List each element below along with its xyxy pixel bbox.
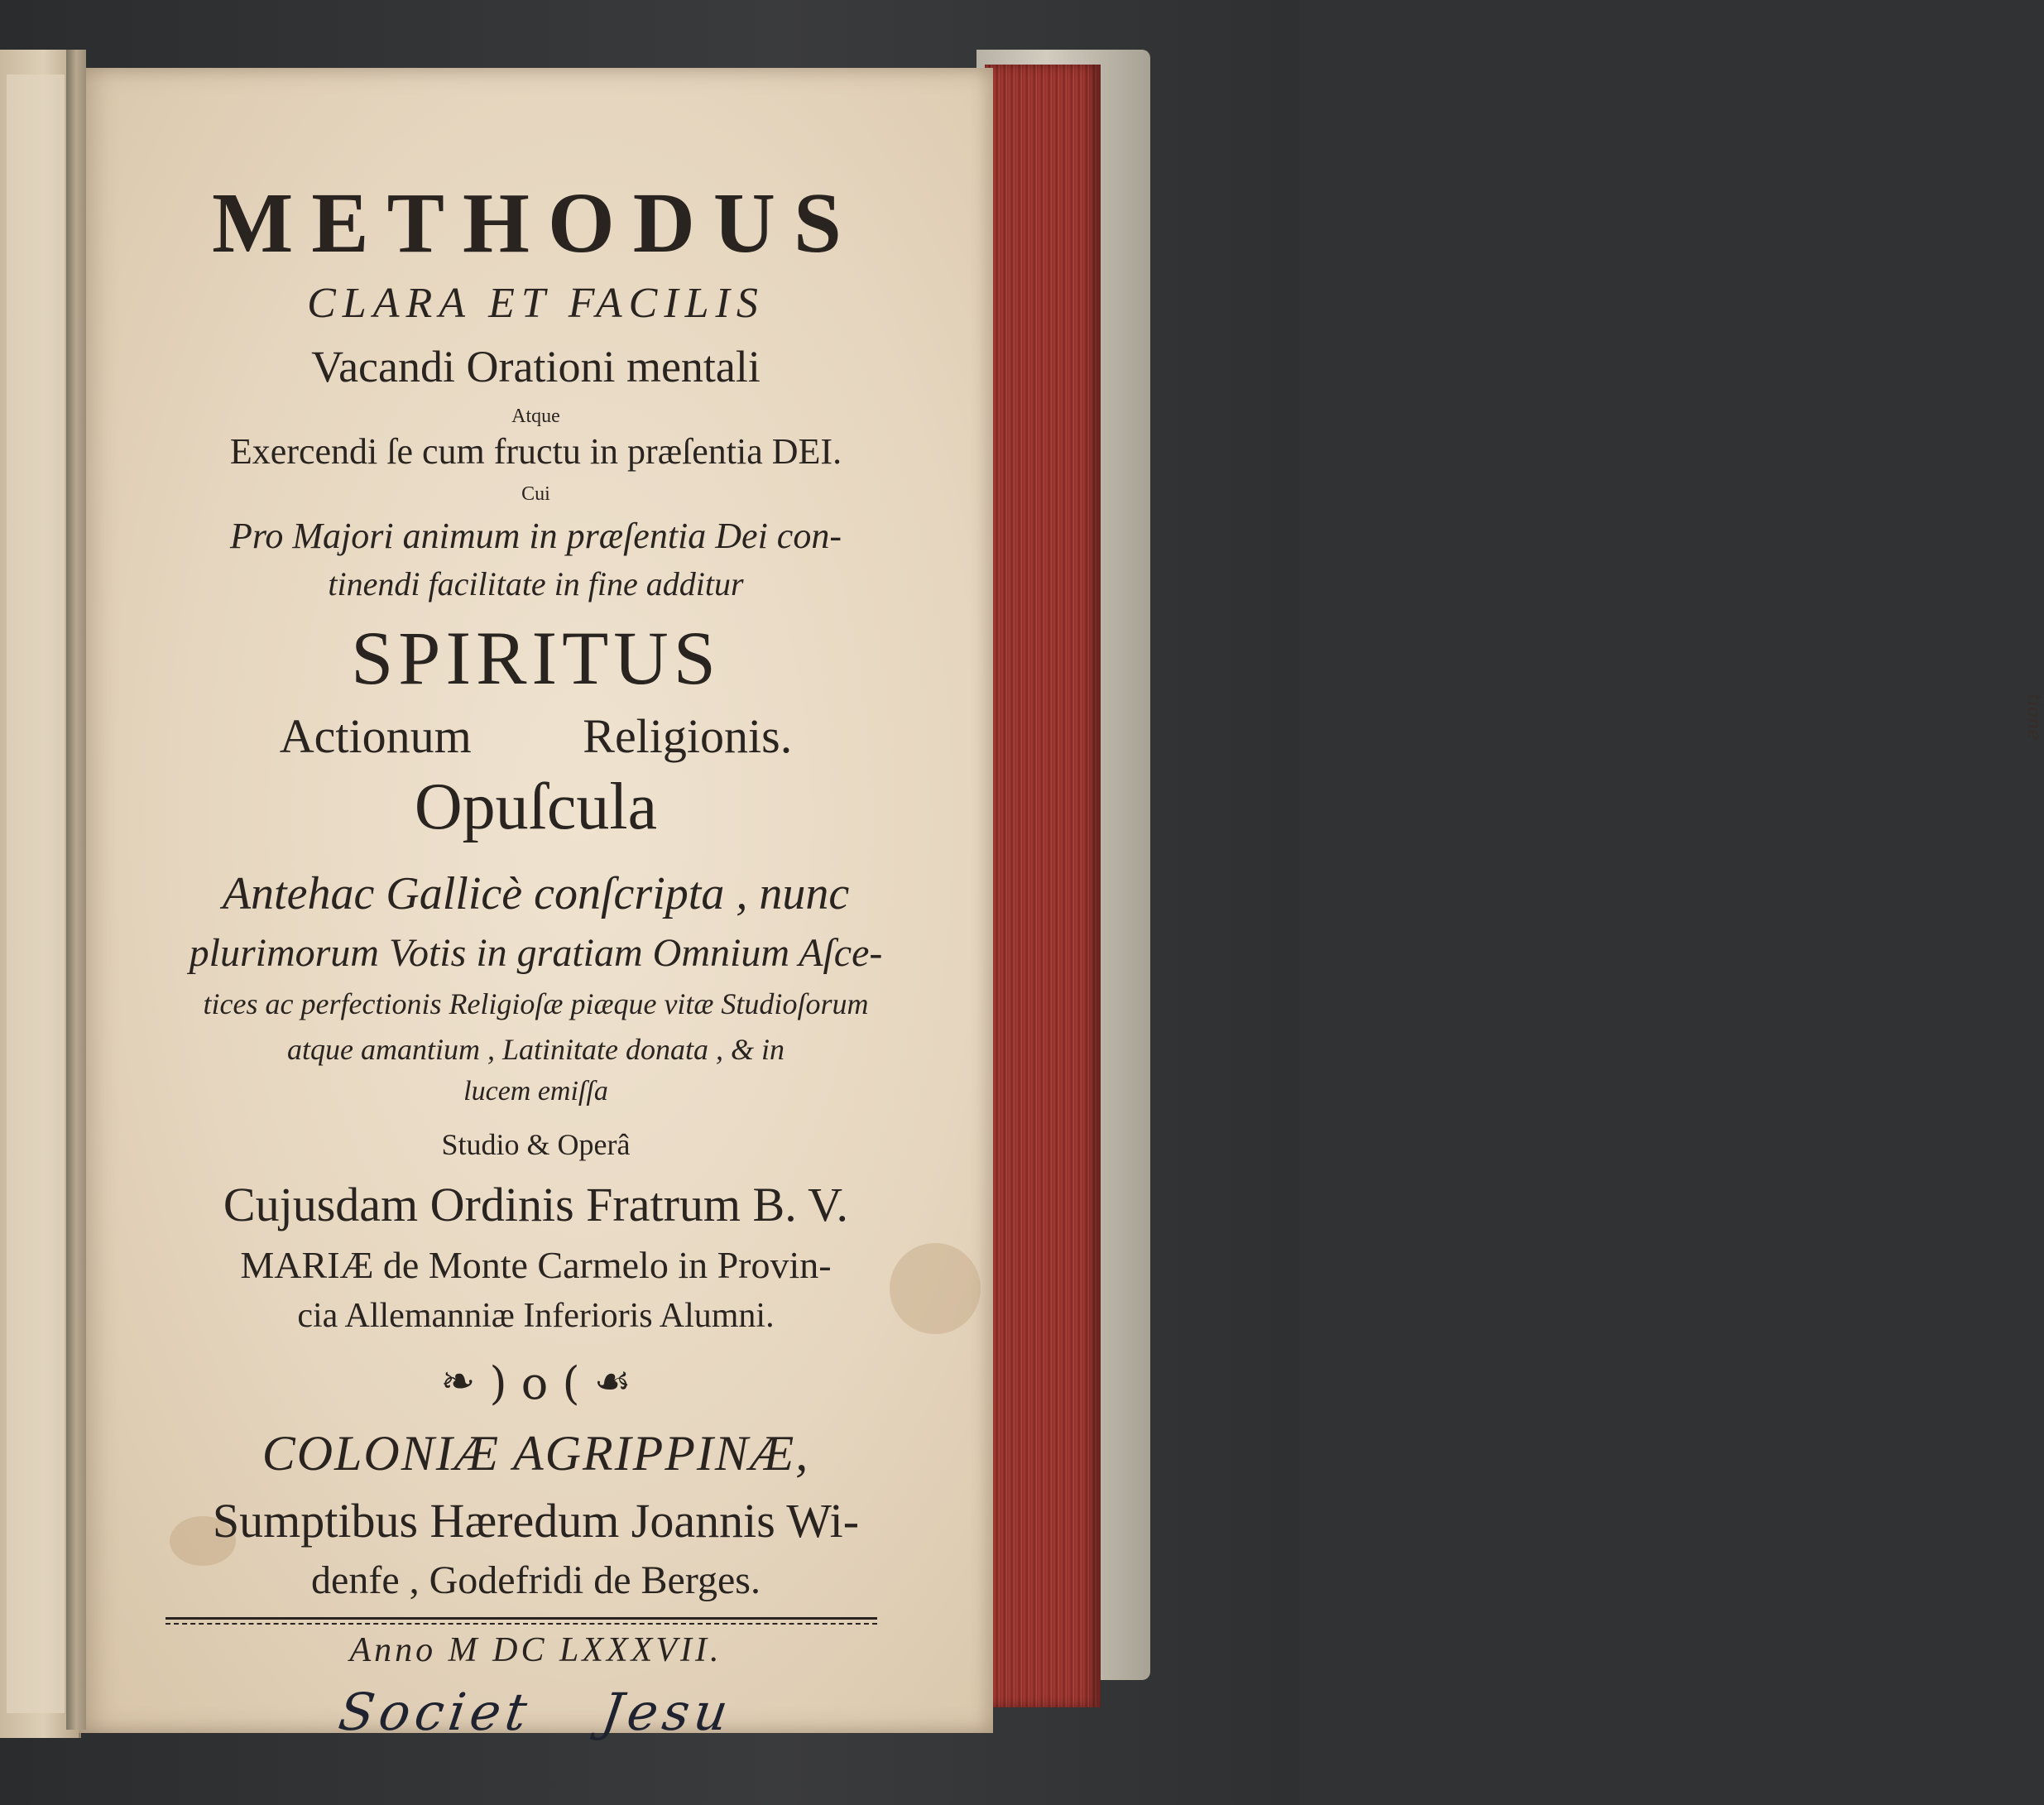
subtitle-vacandi: Vacandi Orationi mentali <box>311 342 761 391</box>
connector-atque: Atque <box>511 406 560 427</box>
subtitle-exercendi: Exercendi ſe cum fructu in præſentia DEI. <box>229 431 842 472</box>
subtitle-pro-majori-1: Pro Majori animum in præſentia Dei con- <box>230 516 842 556</box>
connector-cui: Cui <box>521 483 550 505</box>
imprint-year: Anno M DC LXXXVII. <box>349 1631 722 1669</box>
heading-spiritus: SPIRITUS <box>351 616 721 700</box>
author-line-3: cia Allemanniæ Inferioris Alumni. <box>297 1297 775 1335</box>
imprint-publisher-1: Sumptibus Hæredum Joannis Wi- <box>212 1494 860 1548</box>
red-page-edges <box>985 65 2044 1707</box>
fleuron-left-icon: ❧ <box>440 1357 476 1405</box>
subtitle-clara: CLARA ET FACILIS <box>307 280 765 327</box>
handwritten-ownership-note: Societ Jesu <box>334 1682 737 1742</box>
subtitle-pro-majori-2: tinendi facilitate in fine additur <box>328 565 744 602</box>
fleuron-right-icon: ☙ <box>593 1357 631 1405</box>
author-line-2: MARIÆ de Monte Carmelo in Provin- <box>240 1244 832 1286</box>
title-page <box>79 68 993 1742</box>
imprint-publisher-2: denfe , Godefridi de Berges. <box>311 1558 761 1602</box>
description-line-1: Antehac Gallicè conſcripta , nunc <box>222 868 850 919</box>
printer-ornament <box>79 1357 993 1409</box>
heading-opuscula: Opuſcula <box>414 770 658 843</box>
divider-rule <box>166 1617 877 1625</box>
ornament-center: ) o ( <box>489 1357 580 1409</box>
heading-actionum: Actionum Religionis. <box>279 709 793 763</box>
imprint-place: COLONIÆ AGRIPPINÆ, <box>261 1426 810 1481</box>
author-line-1: Cujusdam Ordinis Fratrum B. V. <box>223 1178 849 1231</box>
main-title: METHODUS <box>212 175 860 271</box>
description-line-5: lucem emiſſa <box>463 1076 608 1107</box>
description-line-3: tices ac perfectionis Religioſæ piæque vitæ Studioſorum <box>203 987 869 1020</box>
description-line-2: plurimorum Votis in gratiam Omnium Aſce- <box>189 931 883 975</box>
marginal-note: tione <box>2023 694 2044 741</box>
studio-opera: Studio & Operâ <box>441 1128 631 1161</box>
description-line-4: atque amantium , Latinitate donata , & in <box>287 1033 784 1066</box>
